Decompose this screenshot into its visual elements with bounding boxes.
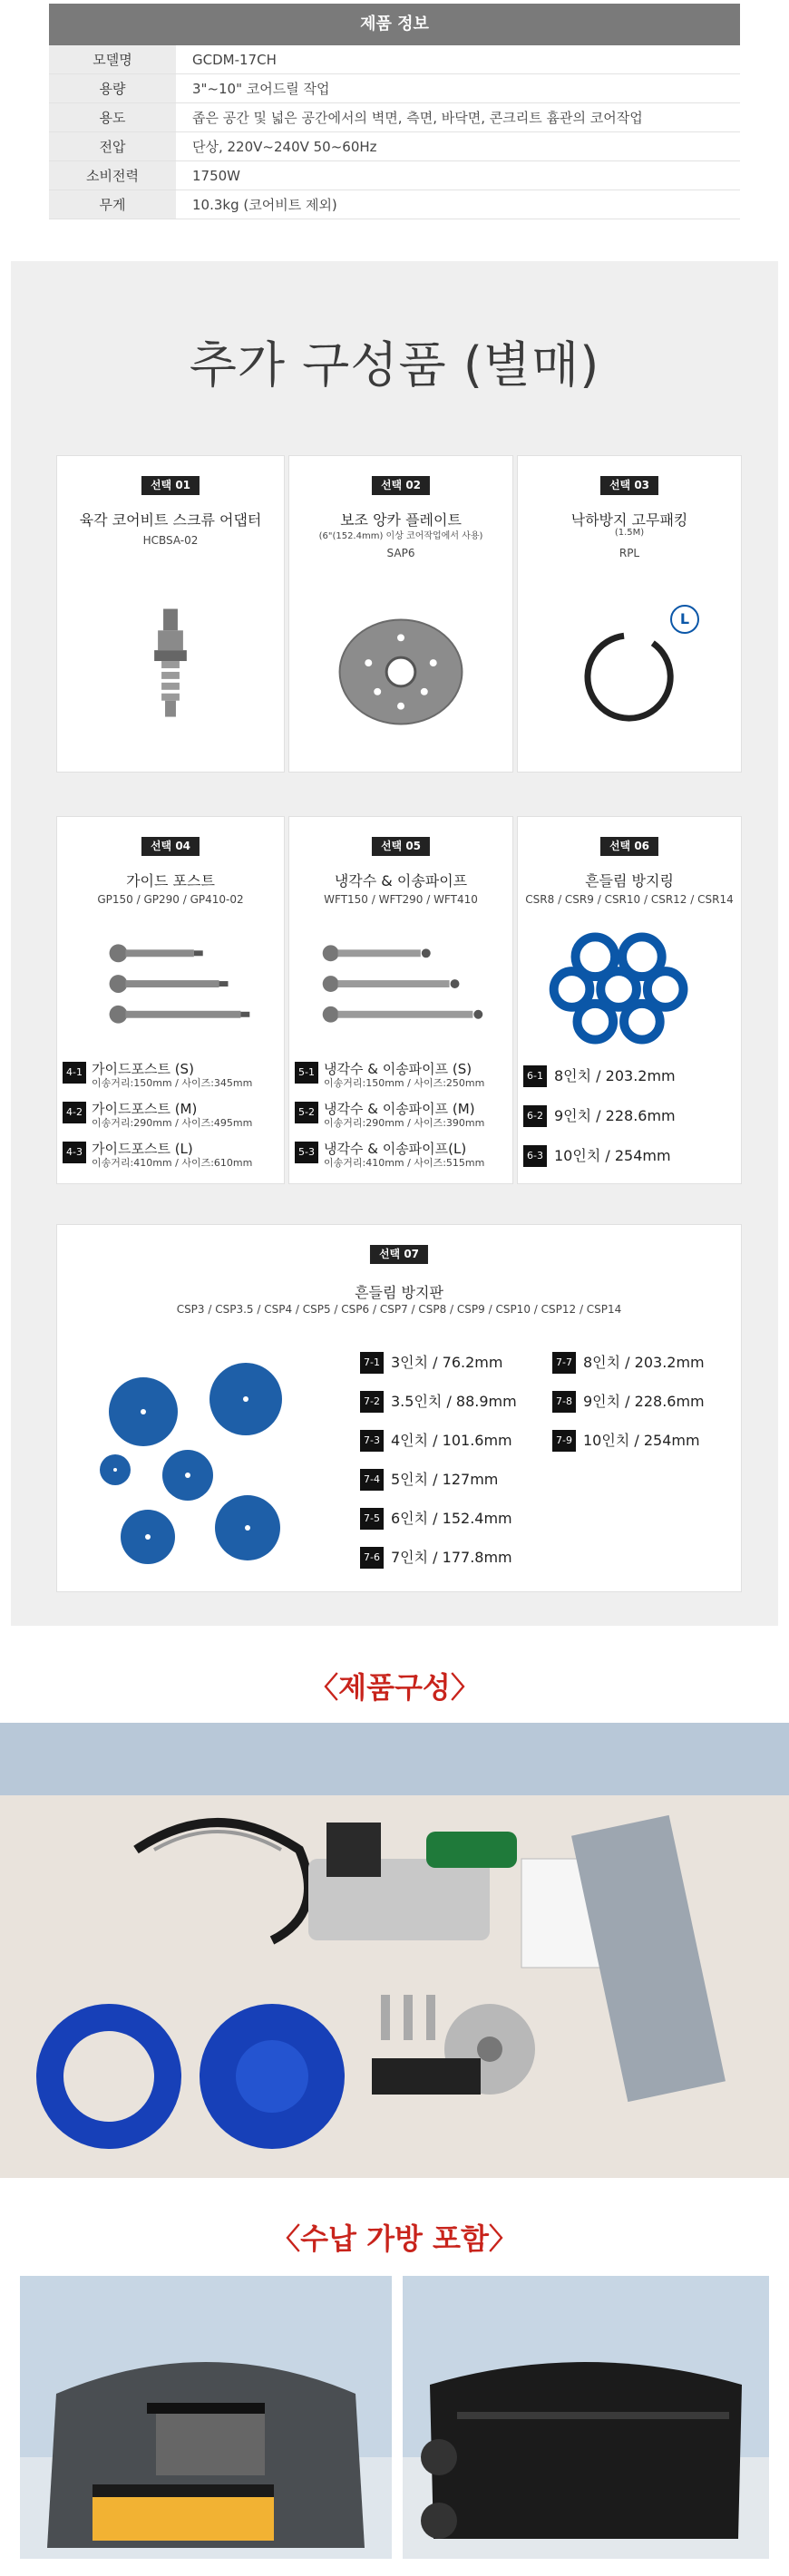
rubber-ring-image — [518, 599, 741, 726]
card-model: CSR8 / CSR9 / CSR10 / CSR12 / CSR14 — [525, 893, 734, 906]
option-badge: 선택 01 — [141, 476, 200, 495]
adapter-image — [57, 601, 284, 728]
option-label: 10인치 / 254mm — [583, 1432, 700, 1449]
accessory-card-01 — [56, 455, 285, 773]
option-item — [360, 1391, 517, 1413]
option-name: 냉각수 & 이송파이프(L) — [324, 1141, 467, 1157]
option-item — [360, 1508, 512, 1530]
option-number: 5-3 — [295, 1142, 318, 1163]
option-detail: 이송거리:150mm / 사이즈:345mm — [92, 1077, 253, 1089]
option-name: 가이드포스트 (M) — [92, 1101, 198, 1117]
accessory-card-06 — [517, 816, 742, 1184]
option-detail: 이송거리:150mm / 사이즈:250mm — [324, 1077, 485, 1089]
option-label: 6인치 / 152.4mm — [391, 1510, 512, 1527]
option-number: 5-1 — [295, 1062, 318, 1084]
option-number: 7-4 — [360, 1469, 384, 1491]
spec-table — [49, 4, 740, 219]
option-badge: 선택 02 — [372, 476, 430, 495]
option-badge: 선택 03 — [600, 476, 658, 495]
option-detail: 이송거리:290mm / 사이즈:390mm — [324, 1117, 485, 1129]
spec-row — [49, 74, 740, 103]
accessory-card-03 — [517, 455, 742, 773]
card-model: GP150 / GP290 / GP410-02 — [97, 893, 244, 906]
bag-back-photo — [403, 2276, 769, 2559]
card-model: SAP6 — [386, 547, 415, 559]
option-item — [523, 1065, 676, 1087]
spec-key: 용량 — [49, 74, 176, 102]
card-model: CSP3 / CSP3.5 / CSP4 / CSP5 / CSP6 / CSP7 / CSP8 / CSP9 / CSP10 / CSP12 / CSP14 — [176, 1303, 622, 1316]
option-number: 7-6 — [360, 1547, 384, 1569]
accessory-card-04 — [56, 816, 285, 1184]
option-label: 8인치 / 203.2mm — [554, 1067, 676, 1084]
spec-value: 1750W — [192, 168, 241, 184]
option-number: 4-2 — [63, 1102, 86, 1123]
option-item — [295, 1062, 484, 1089]
card-note: (1.5M) — [614, 528, 645, 538]
option-number: 6-2 — [523, 1105, 547, 1127]
card-title: 보조 앙카 플레이트 — [340, 511, 462, 529]
option-number: 7-1 — [360, 1352, 384, 1374]
option-name: 냉각수 & 이송파이프 (M) — [324, 1101, 475, 1117]
option-name: 가이드포스트 (S) — [92, 1061, 194, 1077]
composition-photo — [0, 1723, 789, 2178]
guide-post-image — [57, 933, 284, 1042]
card-title: 가이드 포스트 — [126, 872, 215, 889]
option-item — [552, 1430, 700, 1452]
spec-row — [49, 161, 740, 190]
card-model: HCBSA-02 — [142, 534, 199, 547]
option-number: 6-3 — [523, 1145, 547, 1167]
option-name: 가이드포스트 (L) — [92, 1141, 193, 1157]
option-detail: 이송거리:410mm / 사이즈:515mm — [324, 1157, 485, 1169]
option-number: 7-2 — [360, 1391, 384, 1413]
option-number: 5-2 — [295, 1102, 318, 1123]
pipe-image — [289, 933, 512, 1042]
option-item — [360, 1430, 512, 1452]
option-number: 6-1 — [523, 1065, 547, 1087]
option-badge: 선택 07 — [370, 1245, 428, 1264]
card-title: 흔들림 방지링 — [585, 872, 674, 889]
composition-title: 〈제품구성〉 — [309, 1670, 480, 1705]
card-model: WFT150 / WFT290 / WFT410 — [324, 893, 478, 906]
option-number: 7-8 — [552, 1391, 576, 1413]
option-item — [63, 1142, 252, 1169]
card-model: RPL — [619, 547, 640, 559]
option-item — [552, 1352, 705, 1374]
option-badge: 선택 05 — [372, 837, 430, 856]
option-item — [523, 1105, 676, 1127]
option-name: 냉각수 & 이송파이프 (S) — [324, 1061, 472, 1077]
option-number: 4-3 — [63, 1142, 86, 1163]
bag-front-photo — [20, 2276, 392, 2559]
option-item — [295, 1102, 484, 1129]
accessory-card-07 — [56, 1224, 742, 1592]
card-title: 냉각수 & 이송파이프 — [334, 872, 468, 889]
spec-value: 3"~10" 코어드릴 작업 — [192, 81, 330, 97]
option-label: 3인치 / 76.2mm — [391, 1354, 503, 1371]
option-label: 10인치 / 254mm — [554, 1147, 671, 1164]
option-item — [63, 1102, 252, 1129]
option-detail: 이송거리:410mm / 사이즈:610mm — [92, 1157, 253, 1169]
option-item — [360, 1547, 512, 1569]
spec-key: 소비전력 — [49, 161, 176, 190]
card-title: 육각 코어비트 스크류 어댑터 — [79, 511, 262, 529]
spec-value: 단상, 220V~240V 50~60Hz — [192, 139, 377, 155]
option-number: 4-1 — [63, 1062, 86, 1084]
card-title: 흔들림 방지판 — [355, 1284, 443, 1301]
spec-key: 모델명 — [49, 45, 176, 73]
option-item — [360, 1352, 502, 1374]
option-item — [63, 1062, 252, 1089]
option-number: 7-5 — [360, 1508, 384, 1530]
spec-row — [49, 132, 740, 161]
option-item — [295, 1142, 484, 1169]
card-note: (6"(152.4mm) 이상 코어작업에서 사용) — [318, 531, 483, 541]
option-label: 9인치 / 228.6mm — [554, 1107, 676, 1124]
option-number: 7-3 — [360, 1430, 384, 1452]
option-label: 5인치 / 127mm — [391, 1471, 499, 1488]
spec-row — [49, 45, 740, 74]
option-badge: 선택 04 — [141, 837, 200, 856]
spec-value: 좁은 공간 및 넓은 공간에서의 벽면, 측면, 바닥면, 콘크리트 흄관의 코어작업 — [192, 110, 643, 126]
option-number: 7-7 — [552, 1352, 576, 1374]
option-item — [360, 1469, 498, 1491]
option-number: 7-9 — [552, 1430, 576, 1452]
spec-key: 용도 — [49, 103, 176, 131]
option-badge: 선택 06 — [600, 837, 658, 856]
option-label: 3.5인치 / 88.9mm — [391, 1393, 517, 1410]
option-item — [523, 1145, 671, 1167]
spec-key: 무게 — [49, 190, 176, 219]
card-title: 낙하방지 고무패킹 — [570, 511, 688, 529]
accessory-title: 추가 구성품 (별매) — [189, 336, 600, 394]
bag-title: 〈수납 가방 포함〉 — [271, 2221, 518, 2256]
option-label: 8인치 / 203.2mm — [583, 1354, 705, 1371]
spec-header: 제품 정보 — [49, 4, 740, 45]
accessory-card-02 — [288, 455, 513, 773]
accessory-card-05 — [288, 816, 513, 1184]
option-label: 7인치 / 177.8mm — [391, 1549, 512, 1566]
anchor-plate-image — [289, 617, 512, 726]
spec-row — [49, 190, 740, 219]
spec-value: GCDM-17CH — [192, 52, 277, 68]
accessory-panel — [11, 261, 778, 1626]
spec-key: 전압 — [49, 132, 176, 160]
option-detail: 이송거리:290mm / 사이즈:495mm — [92, 1117, 253, 1129]
option-item — [552, 1391, 705, 1413]
option-label: 9인치 / 228.6mm — [583, 1393, 705, 1410]
size-l-icon: L — [670, 605, 699, 634]
stabilizer-ring-image — [518, 924, 741, 1051]
spec-row — [49, 103, 740, 132]
spec-value: 10.3kg (코어비트 제외) — [192, 197, 337, 213]
option-label: 4인치 / 101.6mm — [391, 1432, 512, 1449]
stabilizer-plate-image — [93, 1359, 302, 1577]
